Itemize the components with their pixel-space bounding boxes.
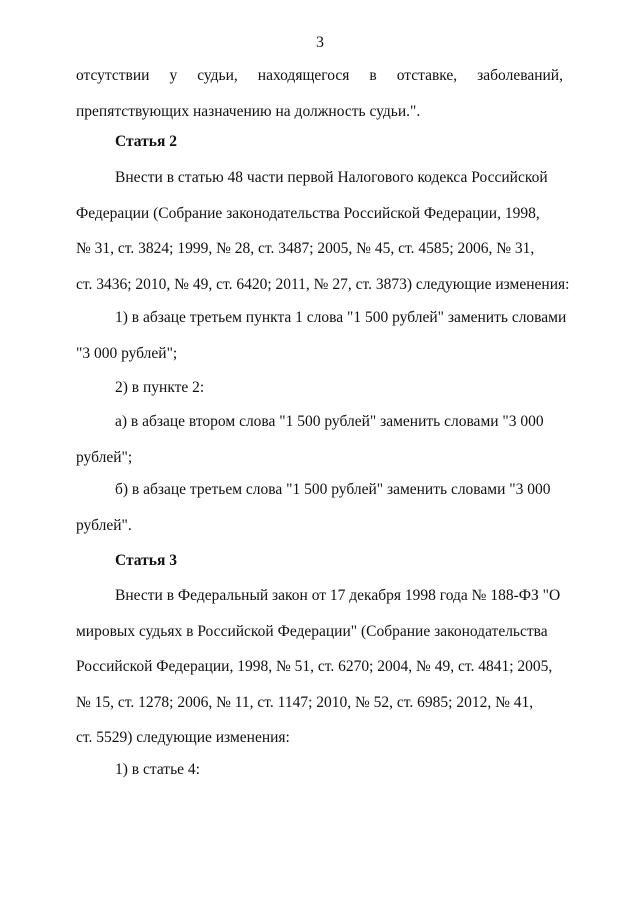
intro-word: у xyxy=(169,67,178,84)
intro-word: находящегося xyxy=(257,67,350,84)
paragraph-line: № 31, ст. 3824; 1999, № 28, ст. 3487; 2005, № 45, ст. 4585; 2006, № 31, xyxy=(76,240,535,257)
article-2-item-2b xyxy=(76,472,563,543)
paragraph-line: ст. 5529) следующие изменения: xyxy=(76,729,290,746)
intro-word: отсутствии xyxy=(76,67,150,84)
paragraph-line: Федерации (Собрание законодательства Российской Федерации, 1998, xyxy=(76,204,540,222)
intro-word: отставке, xyxy=(396,67,458,84)
article-2-item-2 xyxy=(76,370,563,406)
paragraph-line: 1) в абзаце третьем пункта 1 слова "1 500 рублей" заменить словами xyxy=(115,309,567,326)
article-2-paragraph-1 xyxy=(76,160,570,302)
intro-word: в xyxy=(369,67,377,84)
paragraph-line: рублей"; xyxy=(76,448,133,466)
paragraph-line: а) в абзаце втором слова "1 500 рублей" заменить словами "3 000 xyxy=(115,413,544,430)
intro-paragraph xyxy=(76,58,563,129)
paragraph-line: мировых судьях в Российской Федерации" (Собрание законодательства xyxy=(76,622,548,640)
paragraph-line: № 15, ст. 1278; 2006, № 11, ст. 1147; 2010, № 52, ст. 6985; 2012, № 41, xyxy=(76,693,534,711)
paragraph-line: 1) в статье 4: xyxy=(115,761,200,778)
article-3-item-1 xyxy=(76,752,563,788)
paragraph-line: "3 000 рублей"; xyxy=(76,344,178,362)
intro-line-2: препятствующих назначению на должность судьи.". xyxy=(76,102,421,120)
paragraph-line: Внести в Федеральный закон от 17 декабря 1998 года № 188-ФЗ "О xyxy=(115,587,561,604)
article-3-heading: Статья 3 xyxy=(115,552,177,569)
article-3 xyxy=(76,543,563,579)
article-3-paragraph-1 xyxy=(76,578,563,756)
paragraph-line: Внести в статью 48 части первой Налогового кодекса Российской xyxy=(115,169,548,186)
article-2-item-1 xyxy=(76,300,567,371)
paragraph-line: Российской Федерации, 1998, № 51, ст. 6270; 2004, № 49, ст. 4841; 2005, xyxy=(76,658,553,675)
paragraph-line: 2) в пункте 2: xyxy=(115,379,205,396)
paragraph-line: б) в абзаце третьем слова "1 500 рублей" заменить словами "3 000 xyxy=(115,481,551,498)
paragraph-line: рублей". xyxy=(76,516,132,534)
intro-line-1 xyxy=(76,58,563,94)
intro-word: заболеваний, xyxy=(477,67,563,84)
intro-word: судьи, xyxy=(197,67,238,84)
article-2 xyxy=(76,124,563,160)
article-2-item-2a xyxy=(76,404,563,475)
paragraph-line: ст. 3436; 2010, № 49, ст. 6420; 2011, № 27, ст. 3873) следующие изменения: xyxy=(76,275,570,293)
page-number: 3 xyxy=(316,34,324,51)
article-2-heading: Статья 2 xyxy=(115,133,177,150)
